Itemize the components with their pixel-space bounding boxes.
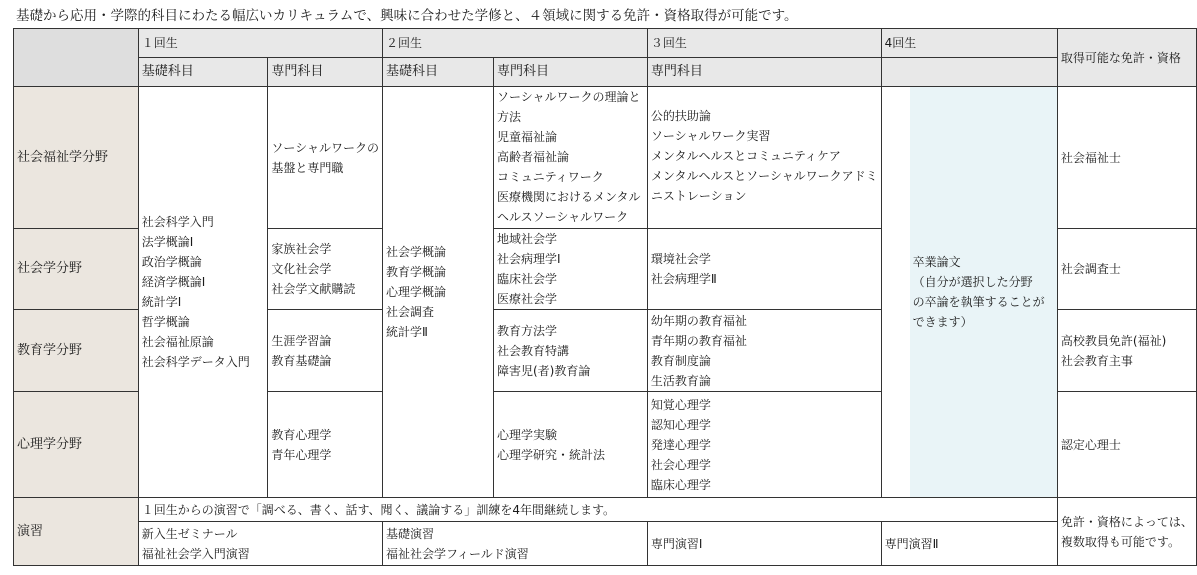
field-psychology: 心理学分野 <box>14 392 139 498</box>
seminar-year4: 専門演習Ⅱ <box>881 522 1057 566</box>
year4-left-gap <box>881 87 910 498</box>
year2-header: ２回生 <box>382 29 647 58</box>
year3-header: ３回生 <box>647 29 881 58</box>
year1-header: １回生 <box>138 29 382 58</box>
year2-special-header: 専門科目 <box>494 58 648 87</box>
year3-sociology-cell: 環境社会学 社会病理学Ⅱ <box>647 229 881 310</box>
year3-special-header: 専門科目 <box>647 58 881 87</box>
page-caption: 基礎から応用・学際的科目にわたる幅広いカリキュラムで、興味に合わせた学修と、４領域に関する免許・資格取得が可能です。 <box>16 8 798 24</box>
field-welfare: 社会福祉学分野 <box>14 87 139 229</box>
year1-psychology-cell: 教育心理学 青年心理学 <box>268 392 383 498</box>
license-welfare: 社会福祉士 <box>1057 87 1196 229</box>
year4-thesis-cell: 卒業論文 （自分が選択した分野 の卒論を執筆することが できます） <box>910 87 1058 498</box>
seminar-year3: 専門演習Ⅰ <box>647 522 881 566</box>
year3-psychology-cell: 知覚心理学 認知心理学 発達心理学 社会心理学 臨床心理学 <box>647 392 881 498</box>
year1-basic-cell: 社会科学入門 法学概論Ⅰ 政治学概論 経済学概論Ⅰ 統計学Ⅰ 哲学概論 社会福祉原論 社会科学データ入門 <box>138 87 268 498</box>
year3-welfare-cell: 公的扶助論 ソーシャルワーク実習 メンタルヘルスとコミュニティケア メンタルヘルスとソーシャルワークアドミ ニストレーション <box>647 87 881 229</box>
year1-special-header: 専門科目 <box>268 58 383 87</box>
year2-basic-header: 基礎科目 <box>382 58 493 87</box>
year2-sociology-cell: 地域社会学 社会病理学Ⅰ 臨床社会学 医療社会学 <box>494 229 648 310</box>
year3-education-cell: 幼年期の教育福祉 青年期の教育福祉 教育制度論 生活教育論 <box>647 310 881 392</box>
license-sociology: 社会調査士 <box>1057 229 1196 310</box>
license-education: 高校教員免許(福祉) 社会教育主事 <box>1057 310 1196 392</box>
year1-welfare-cell: ソーシャルワークの 基盤と専門職 <box>268 87 383 229</box>
year1-education-cell: 生涯学習論 教育基礎論 <box>268 310 383 392</box>
year1-basic-header: 基礎科目 <box>138 58 268 87</box>
curriculum-table <box>13 28 1197 566</box>
field-sociology: 社会学分野 <box>14 229 139 310</box>
field-education: 教育学分野 <box>14 310 139 392</box>
license-seminar: 免許・資格によっては、 複数取得も可能です。 <box>1057 498 1196 566</box>
year4-header: 4回生 <box>881 29 1057 58</box>
year2-welfare-cell: ソーシャルワークの理論と 方法 児童福祉論 高齢者福祉論 コミュニティワーク 医療機関におけるメンタル ヘルスソーシャルワーク <box>494 87 648 229</box>
seminar-year2: 基礎演習 福祉社会学フィールド演習 <box>382 522 647 566</box>
year2-education-cell: 教育方法学 社会教育特講 障害児(者)教育論 <box>494 310 648 392</box>
year2-psychology-cell: 心理学実験 心理学研究・統計法 <box>494 392 648 498</box>
seminar-year1: 新入生ゼミナール 福祉社会学入門演習 <box>138 522 382 566</box>
seminar-note: １回生からの演習で「調べる、書く、話す、聞く、議論する」訓練を4年間継続します。 <box>138 498 1057 522</box>
field-seminar: 演習 <box>14 498 139 566</box>
year4-subheader <box>881 58 1057 87</box>
corner-cell <box>14 29 139 87</box>
year2-basic-cell: 社会学概論 教育学概論 心理学概論 社会調査 統計学Ⅱ <box>382 87 493 498</box>
license-header: 取得可能な免許・資格 <box>1057 29 1196 87</box>
year1-sociology-cell: 家族社会学 文化社会学 社会学文献購読 <box>268 229 383 310</box>
license-psychology: 認定心理士 <box>1057 392 1196 498</box>
